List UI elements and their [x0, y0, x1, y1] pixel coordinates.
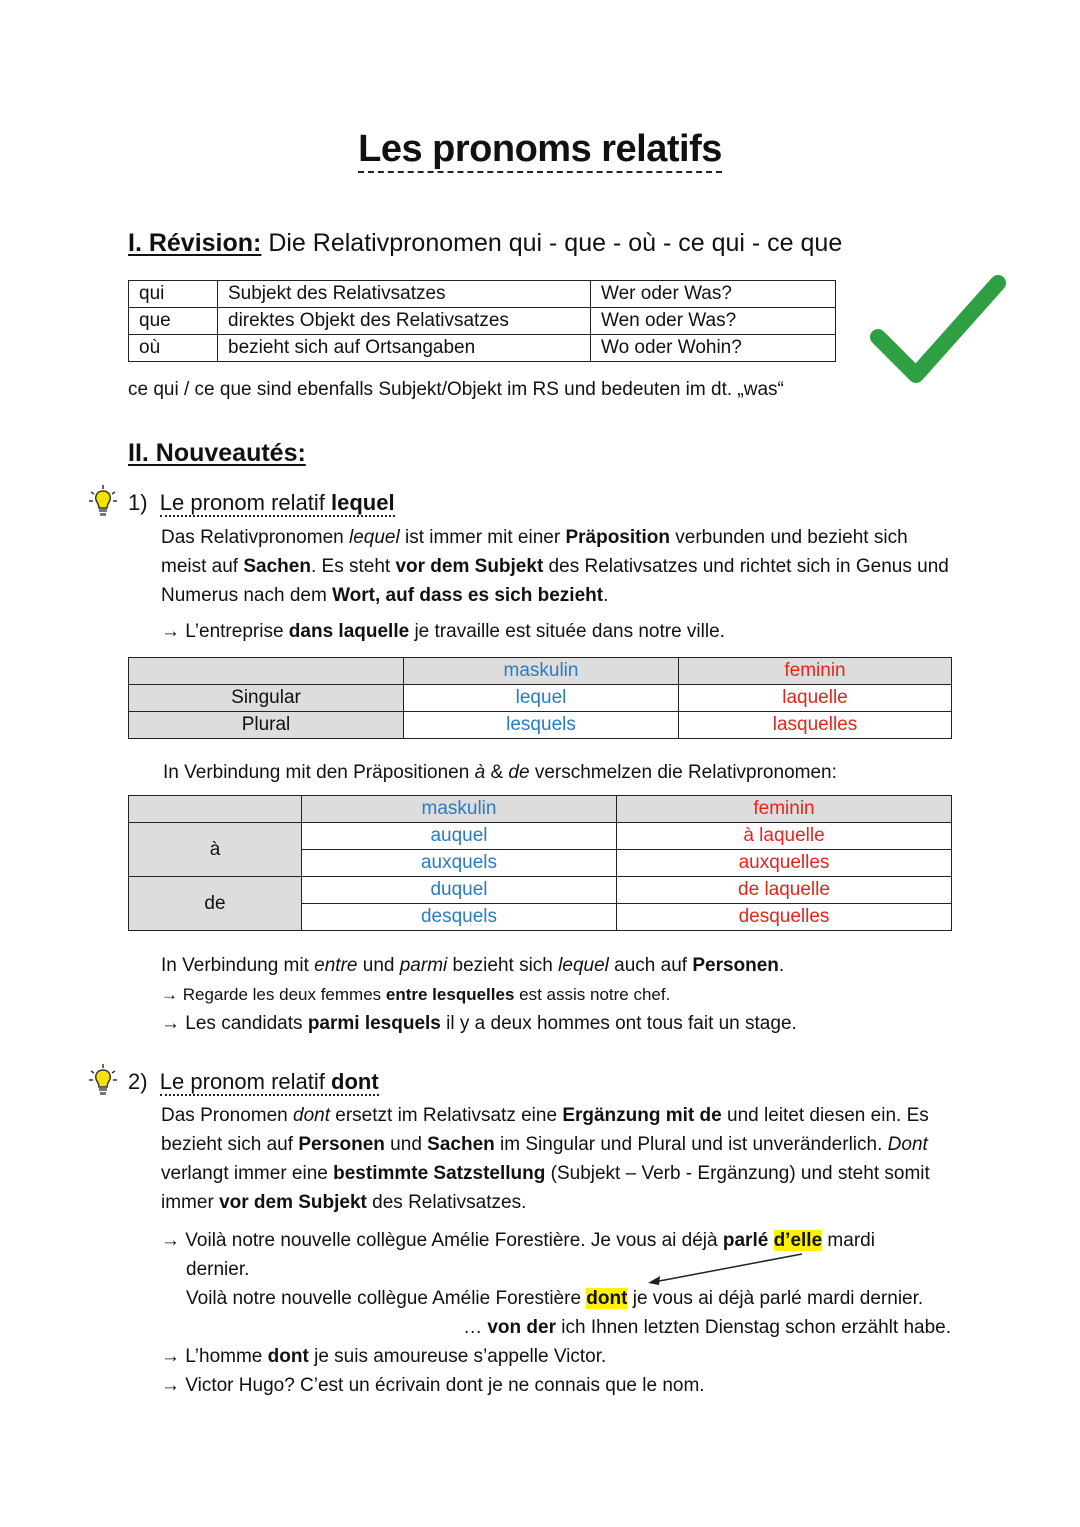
pronoun-cell: où — [129, 335, 218, 362]
maskulin-cell: duquel — [302, 877, 617, 904]
feminin-cell: desquelles — [617, 904, 952, 931]
page-title: Les pronoms relatifs — [0, 128, 1080, 171]
feminin-cell: de laquelle — [617, 877, 952, 904]
table-row — [129, 658, 952, 685]
feminin-cell: auxquelles — [617, 850, 952, 877]
description-cell: bezieht sich auf Ortsangaben — [218, 335, 591, 362]
nouveautes-heading: II. Nouveautés: — [128, 439, 306, 467]
row-label: Singular — [129, 685, 404, 712]
table-row — [129, 281, 836, 308]
persons-note: In Verbindung mit entre und parmi bezieht sich lequel auch auf Personen. → Regarde les deux femmes entre lesquelles est assis notre chef. → Les candidats parmi lesquels il y a deux hommes ont tous fait un stage. — [161, 955, 797, 1034]
question-cell: Wen oder Was? — [591, 308, 836, 335]
dont-explanation: Das Pronomen dont ersetzt im Relativsatz eine Ergänzung mit de und leitet diesen ein. Es bezieht sich auf Personen und Sachen im Singular und Plural und ist unveränderlich. Dont verlangt immer eine bestimmte Satzstellung (Subjekt – Verb - Ergänzung) und steht somit immer vor dem Subjekt des Relativsatzes. — [161, 1105, 930, 1213]
maskulin-cell: lequel — [404, 685, 679, 712]
contraction-intro: In Verbindung mit den Präpositionen à & de verschmelzen die Relativpronomen: — [163, 762, 837, 783]
lightbulb-icon — [88, 1063, 118, 1097]
empty-cell — [129, 658, 404, 685]
question-cell: Wo oder Wohin? — [591, 335, 836, 362]
question-cell: Wer oder Was? — [591, 281, 836, 308]
empty-cell — [129, 796, 302, 823]
pronoun-cell: qui — [129, 281, 218, 308]
revision-subtitle: Die Relativpronomen qui - que - où - ce qui - ce que — [268, 229, 843, 257]
checkmark-icon — [868, 275, 1008, 395]
maskulin-cell: auxquels — [302, 850, 617, 877]
description-cell: Subjekt des Relativsatzes — [218, 281, 591, 308]
table-row — [129, 308, 836, 335]
feminin-cell: lasquelles — [679, 712, 952, 739]
table-row — [129, 796, 952, 823]
lightbulb-icon — [88, 484, 118, 518]
table-row — [129, 823, 952, 850]
lequel-example: → L’entreprise dans laquelle je travaille est située dans notre ville. — [161, 621, 725, 642]
header-feminin: feminin — [617, 796, 952, 823]
header-feminin: feminin — [679, 658, 952, 685]
header-maskulin: maskulin — [302, 796, 617, 823]
maskulin-cell: lesquels — [404, 712, 679, 739]
header-maskulin: maskulin — [404, 658, 679, 685]
dont-examples: → Voilà notre nouvelle collègue Amélie Forestière. Je vous ai déjà parlé d’elle mardi dernier. Voilà notre nouvelle collègue Amélie Forestière dont je vous ai déjà parlé mardi dernier. … von der ich Ihnen letzten Dienstag schon erzählt habe. → L’homme dont je suis amoureuse s’appelle Victor. → Victor Hugo? C’est un écrivain dont je ne connais que le nom. — [161, 1230, 951, 1396]
table-row — [129, 877, 952, 904]
lequel-explanation: Das Relativpronomen lequel ist immer mit einer Präposition verbunden und bezieht sich meist auf Sachen. Es steht vor dem Subjekt des Relativsatzes und richtet sich in Genus und Numerus nach dem Wort, auf dass es sich bezieht. — [161, 527, 949, 606]
row-label: à — [129, 823, 302, 877]
table-row — [129, 685, 952, 712]
revision-note: ce qui / ce que sind ebenfalls Subjekt/Objekt im RS und bedeuten im dt. „was“ — [128, 379, 784, 400]
table-row — [129, 335, 836, 362]
maskulin-cell: auquel — [302, 823, 617, 850]
dont-heading: 2) Le pronom relatif dont — [128, 1069, 379, 1094]
feminin-cell: laquelle — [679, 685, 952, 712]
row-label: Plural — [129, 712, 404, 739]
table-row — [129, 712, 952, 739]
arrow-icon — [640, 1250, 810, 1290]
revision-heading: I. Révision: Die Relativpronomen qui - que - où - ce qui - ce que — [128, 229, 843, 257]
description-cell: direktes Objekt des Relativsatzes — [218, 308, 591, 335]
contraction-table — [128, 795, 952, 931]
revision-table — [128, 280, 836, 362]
pronoun-cell: que — [129, 308, 218, 335]
lequel-heading: 1) Le pronom relatif lequel — [128, 490, 395, 515]
maskulin-cell: desquels — [302, 904, 617, 931]
feminin-cell: à laquelle — [617, 823, 952, 850]
row-label: de — [129, 877, 302, 931]
lequel-table — [128, 657, 952, 739]
